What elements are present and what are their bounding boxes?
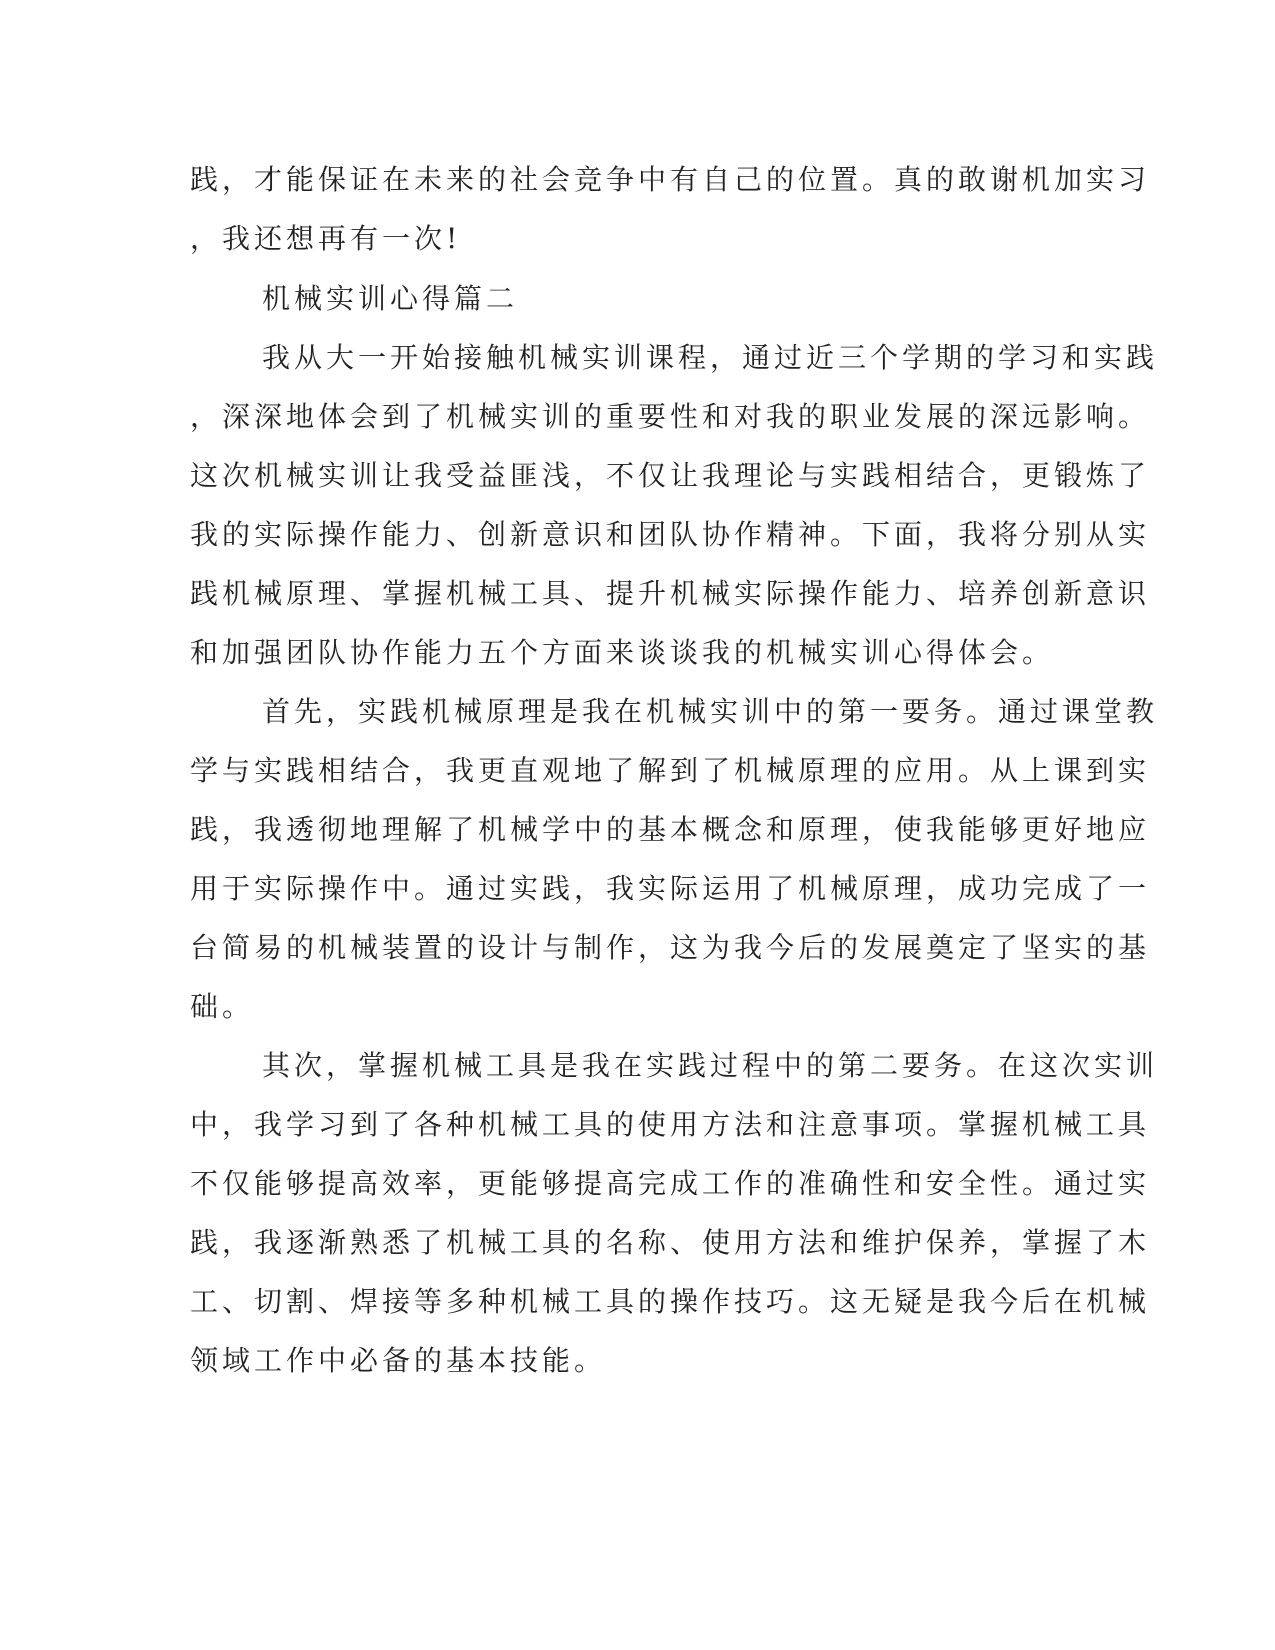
text-line: 础。 (190, 990, 255, 1023)
text-line: ，我还想再有一次! (190, 222, 462, 255)
text-line: 我从大一开始接触机械实训课程，通过近三个学期的学习和实践 (262, 341, 1159, 374)
text-line: 和加强团队协作能力五个方面来谈谈我的机械实训心得体会。 (190, 636, 1055, 669)
text-line: 台简易的机械装置的设计与制作，这为我今后的发展奠定了坚实的基 (190, 931, 1151, 964)
text-line: 中，我学习到了各种机械工具的使用方法和注意事项。掌握机械工具 (190, 1108, 1151, 1141)
text-line: ，深深地体会到了机械实训的重要性和对我的职业发展的深远影响。 (190, 400, 1151, 433)
text-line: 用于实际操作中。通过实践，我实际运用了机械原理，成功完成了一 (190, 872, 1151, 905)
text-line: 首先，实践机械原理是我在机械实训中的第一要务。通过课堂教 (262, 695, 1159, 728)
text-line: 践机械原理、掌握机械工具、提升机械实际操作能力、培养创新意识 (190, 577, 1151, 610)
text-line: 领域工作中必备的基本技能。 (190, 1344, 607, 1377)
text-line: 学与实践相结合，我更直观地了解到了机械原理的应用。从上课到实 (190, 754, 1151, 787)
text-line: 不仅能够提高效率，更能够提高完成工作的准确性和安全性。通过实 (190, 1167, 1151, 1200)
text-line: 这次机械实训让我受益匪浅，不仅让我理论与实践相结合，更锻炼了 (190, 459, 1151, 492)
section-heading: 机械实训心得篇二 (262, 282, 519, 315)
text-line: 工、切割、焊接等多种机械工具的操作技巧。这无疑是我今后在机械 (190, 1285, 1151, 1318)
text-line: 我的实际操作能力、创新意识和团队协作精神。下面，我将分别从实 (190, 518, 1151, 551)
text-line: 践，我逐渐熟悉了机械工具的名称、使用方法和维护保养，掌握了木 (190, 1226, 1151, 1259)
text-line: 践，我透彻地理解了机械学中的基本概念和原理，使我能够更好地应 (190, 813, 1151, 846)
text-line: 其次，掌握机械工具是我在实践过程中的第二要务。在这次实训 (262, 1049, 1159, 1082)
text-line: 践，才能保证在未来的社会竞争中有自己的位置。真的敢谢机加实习 (190, 163, 1151, 196)
